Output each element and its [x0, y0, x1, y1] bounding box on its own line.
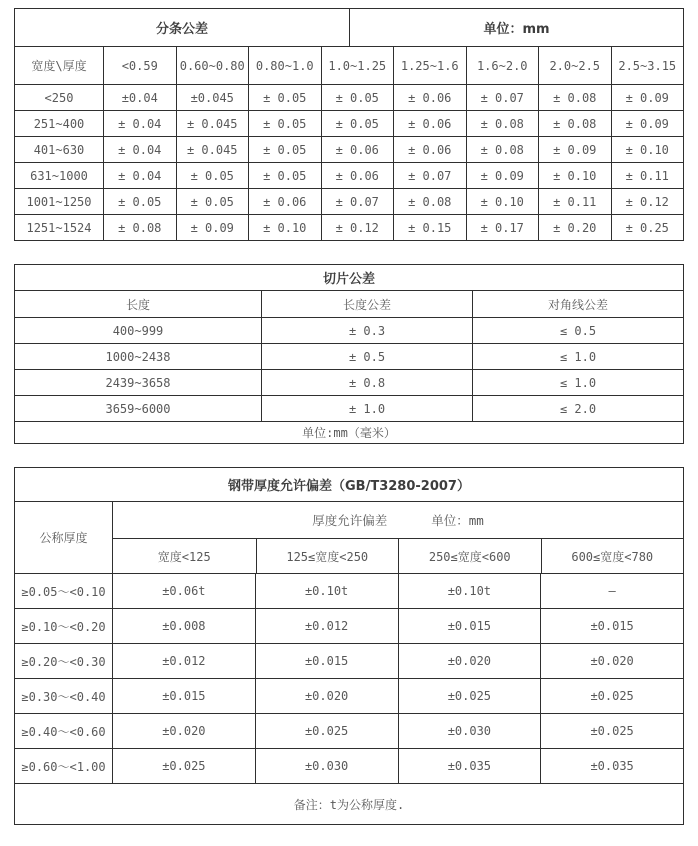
table-cell: ± 0.045: [176, 111, 249, 136]
cutting-header-row: [15, 290, 683, 317]
table-cell: ± 0.04: [103, 137, 176, 162]
table-row: [15, 162, 683, 188]
table-cell: ≥0.20～<0.30: [21, 654, 106, 669]
table-cell: ± 0.05: [176, 189, 249, 214]
table-row: [15, 369, 683, 395]
table-row: [15, 678, 683, 713]
table-cell: ±0.015: [398, 609, 541, 643]
table-cell: ≥0.05～<0.10: [21, 584, 106, 599]
table-cell: ±0.012: [255, 609, 398, 643]
table-row: [15, 343, 683, 369]
thickness-remark: 备注：t为公称厚度.: [293, 797, 405, 812]
table-cell: 1.25~1.6: [393, 47, 466, 84]
table-cell: ≥0.10～<0.20: [21, 619, 106, 634]
slitting-tolerance-table: [14, 8, 684, 241]
cutting-unit-note: 单位:mm（毫米）: [302, 426, 396, 440]
table-cell: ±0.030: [398, 714, 541, 748]
table-cell: ± 0.06: [321, 137, 394, 162]
table-row: [15, 84, 683, 110]
table-cell: ±0.020: [398, 644, 541, 678]
table-cell: —: [540, 574, 683, 608]
table-cell: ± 0.08: [466, 137, 539, 162]
table-cell: ±0.04: [103, 85, 176, 110]
table-cell: ± 0.05: [321, 111, 394, 136]
table-cell: ±0.012: [112, 644, 255, 678]
table-cell: ≥0.40～<0.60: [21, 724, 106, 739]
table-row: [15, 608, 683, 643]
slitting-title-row: [15, 9, 683, 46]
table-cell: ± 0.05: [176, 163, 249, 188]
table-cell: ≤ 1.0: [472, 344, 683, 369]
table-cell: ± 0.10: [248, 215, 321, 240]
cutting-title-row: [15, 265, 683, 290]
table-cell: ± 0.8: [261, 370, 472, 395]
thickness-unit-label: 单位：mm: [431, 513, 484, 528]
table-row: [15, 748, 683, 783]
table-row: [15, 573, 683, 608]
table-cell: ± 0.10: [538, 163, 611, 188]
table-cell: 250≤宽度<600: [398, 539, 541, 573]
slitting-table-body: [15, 84, 683, 240]
table-cell: ±0.10t: [398, 574, 541, 608]
table-cell: 长度公差: [261, 291, 472, 317]
table-cell: ±0.06t: [112, 574, 255, 608]
table-cell: ±0.020: [540, 644, 683, 678]
table-cell: 1251~1524: [26, 220, 92, 235]
table-cell: ±0.025: [398, 679, 541, 713]
table-cell: ± 0.04: [103, 163, 176, 188]
thickness-title-row: [15, 468, 683, 501]
table-cell: ± 0.12: [321, 215, 394, 240]
table-cell: ± 0.3: [261, 318, 472, 343]
table-cell: ±0.035: [398, 749, 541, 783]
table-cell: 600≤宽度<780: [541, 539, 684, 573]
table-cell: ± 0.07: [466, 85, 539, 110]
table-cell: 1.6~2.0: [466, 47, 539, 84]
table-cell: ± 0.09: [538, 137, 611, 162]
table-cell: 401~630: [33, 142, 85, 157]
cutting-table-footer: [15, 421, 683, 443]
table-cell: ±0.035: [540, 749, 683, 783]
table-cell: 251~400: [33, 116, 85, 131]
table-cell: ± 0.5: [261, 344, 472, 369]
table-cell: 1001~1250: [26, 194, 92, 209]
table-row: [15, 395, 683, 421]
table-cell: ≤ 2.0: [472, 396, 683, 421]
thickness-header-right: [112, 502, 683, 573]
table-cell: 宽度\厚度: [31, 59, 87, 73]
thickness-deviation-table: [14, 467, 684, 825]
table-cell: ± 0.05: [248, 111, 321, 136]
table-cell: ±0.020: [112, 714, 255, 748]
table-cell: ± 0.25: [611, 215, 684, 240]
cutting-table-body: [15, 317, 683, 421]
cutting-table-title: 切片公差: [322, 272, 375, 287]
table-cell: ±0.025: [255, 714, 398, 748]
table-cell: ± 0.045: [176, 137, 249, 162]
table-cell: 400~999: [112, 323, 164, 338]
table-cell: ± 0.05: [248, 85, 321, 110]
table-cell: 长度: [125, 297, 150, 312]
table-cell: ± 0.06: [248, 189, 321, 214]
table-row: [15, 317, 683, 343]
table-row: [15, 643, 683, 678]
table-cell: ±0.025: [540, 714, 683, 748]
thickness-subheader-row: [113, 538, 683, 573]
table-cell: ± 0.05: [248, 163, 321, 188]
table-cell: ± 0.10: [611, 137, 684, 162]
table-cell: ±0.008: [112, 609, 255, 643]
nominal-thickness-header: 公称厚度: [39, 531, 88, 545]
table-cell: ± 0.17: [466, 215, 539, 240]
table-row: [15, 110, 683, 136]
table-cell: ±0.015: [540, 609, 683, 643]
table-row: [15, 214, 683, 240]
table-cell: ± 0.04: [103, 111, 176, 136]
table-cell: 1000~2438: [105, 349, 171, 364]
table-cell: ± 0.08: [393, 189, 466, 214]
table-cell: ≥0.60～<1.00: [21, 759, 106, 774]
table-cell: ± 0.11: [538, 189, 611, 214]
table-cell: ≥0.30～<0.40: [21, 689, 106, 704]
table-cell: 3659~6000: [105, 401, 171, 416]
table-cell: ± 0.09: [611, 111, 684, 136]
table-cell: ±0.020: [255, 679, 398, 713]
table-cell: 宽度<125: [157, 549, 211, 564]
table-cell: ± 0.08: [466, 111, 539, 136]
table-cell: ± 0.15: [393, 215, 466, 240]
table-cell: ± 0.06: [393, 111, 466, 136]
table-cell: ± 0.08: [103, 215, 176, 240]
table-cell: 2.5~3.15: [611, 47, 684, 84]
table-cell: ± 0.20: [538, 215, 611, 240]
table-cell: ±0.030: [255, 749, 398, 783]
table-row: [15, 188, 683, 214]
slitting-unit-label: 单位：mm: [349, 9, 683, 46]
table-cell: ± 0.08: [538, 85, 611, 110]
slitting-table-title: 分条公差: [155, 22, 208, 37]
slitting-header-row: [15, 46, 683, 84]
table-cell: 631~1000: [30, 168, 88, 183]
table-cell: ± 0.08: [538, 111, 611, 136]
table-cell: ± 0.12: [611, 189, 684, 214]
table-cell: ± 0.07: [321, 189, 394, 214]
table-cell: ± 0.05: [103, 189, 176, 214]
table-cell: ± 0.11: [611, 163, 684, 188]
table-cell: <250: [44, 90, 74, 105]
table-cell: ± 0.10: [466, 189, 539, 214]
table-cell: 125≤宽度<250: [256, 539, 399, 573]
table-cell: 2.0~2.5: [538, 47, 611, 84]
table-cell: ± 0.06: [393, 85, 466, 110]
thickness-table-footer: [15, 783, 683, 824]
table-cell: 1.0~1.25: [321, 47, 394, 84]
table-cell: ≤ 0.5: [472, 318, 683, 343]
table-cell: ±0.025: [540, 679, 683, 713]
table-cell: ± 1.0: [261, 396, 472, 421]
table-cell: ± 0.05: [248, 137, 321, 162]
thickness-group-header: 厚度允许偏差: [312, 513, 388, 528]
thickness-group-header-row: [113, 502, 683, 538]
thickness-table-title: 钢带厚度允许偏差（GB/T3280-2007）: [228, 479, 470, 494]
table-cell: ≤ 1.0: [472, 370, 683, 395]
table-cell: ± 0.09: [611, 85, 684, 110]
table-cell: ±0.015: [255, 644, 398, 678]
table-cell: 0.60~0.80: [176, 47, 249, 84]
table-cell: ±0.10t: [255, 574, 398, 608]
table-cell: ±0.045: [176, 85, 249, 110]
table-cell: ± 0.06: [321, 163, 394, 188]
table-cell: 对角线公差: [472, 291, 683, 317]
table-cell: <0.59: [103, 47, 176, 84]
table-cell: ± 0.09: [466, 163, 539, 188]
table-cell: ± 0.07: [393, 163, 466, 188]
cutting-tolerance-table: [14, 264, 684, 444]
thickness-header-block: [15, 501, 683, 573]
table-cell: ± 0.09: [176, 215, 249, 240]
table-cell: ± 0.06: [393, 137, 466, 162]
table-row: [15, 136, 683, 162]
table-cell: ±0.025: [112, 749, 255, 783]
thickness-table-body: [15, 573, 683, 783]
table-cell: 2439~3658: [105, 375, 171, 390]
table-cell: 0.80~1.0: [248, 47, 321, 84]
table-cell: ± 0.05: [321, 85, 394, 110]
table-row: [15, 713, 683, 748]
table-cell: ±0.015: [112, 679, 255, 713]
